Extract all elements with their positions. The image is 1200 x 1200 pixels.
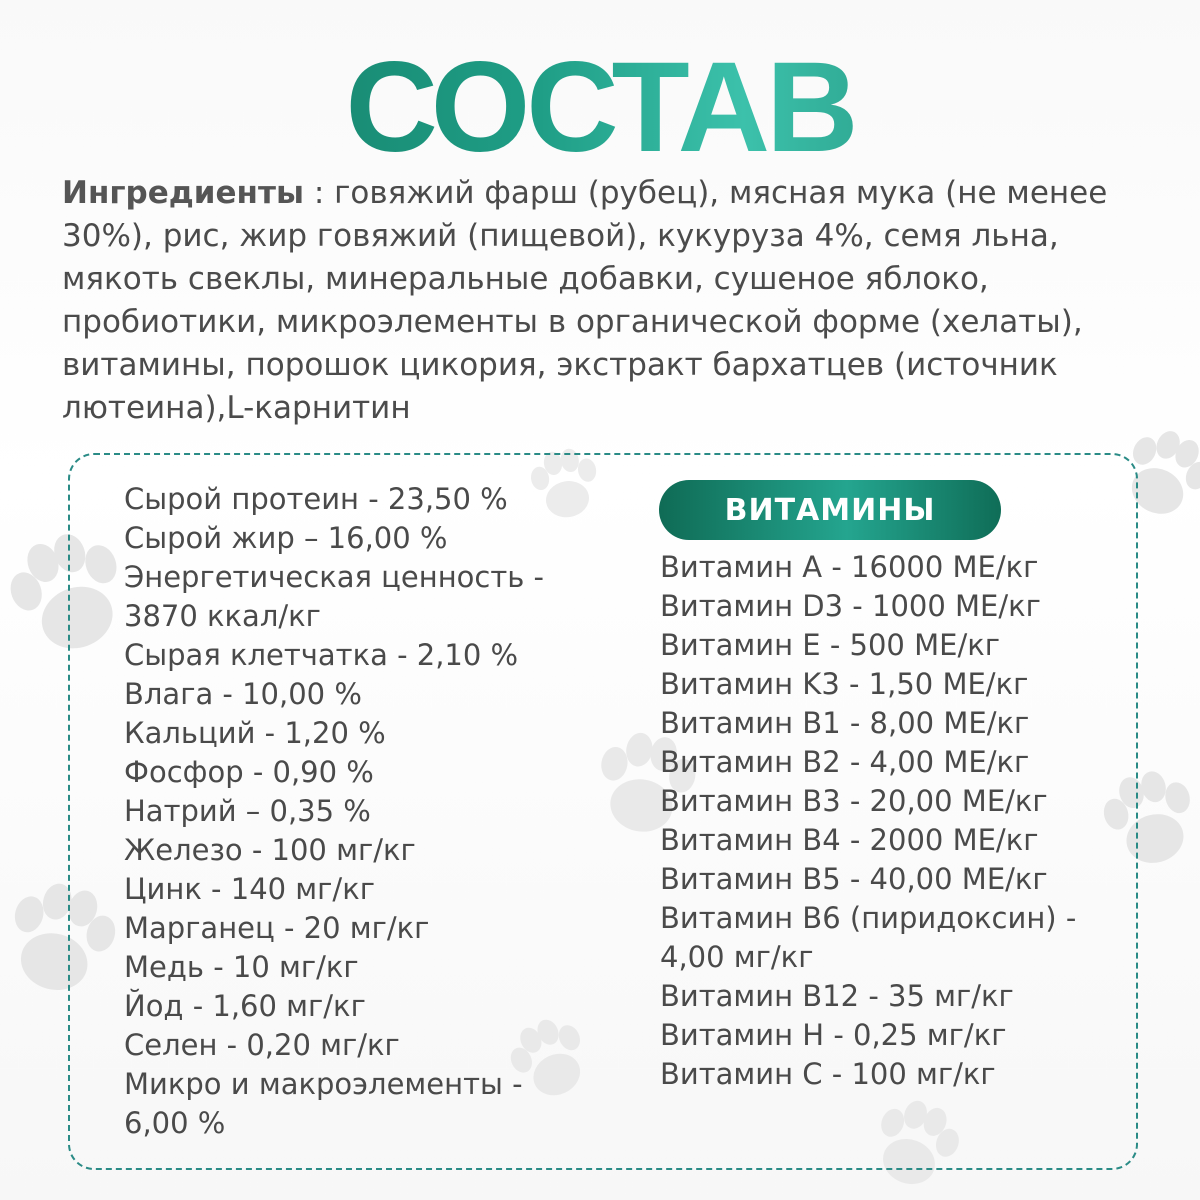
- vitamin-item: Витамин B12 - 35 мг/кг: [660, 979, 1014, 1013]
- vitamin-item: Витамин B6 (пиридоксин) - 4,00 мг/кг: [660, 901, 1077, 974]
- nutrient-item: Железо - 100 мг/кг: [124, 833, 416, 867]
- nutrient-item: Селен - 0,20 мг/кг: [124, 1028, 400, 1062]
- nutrient-item: Цинк - 140 мг/кг: [124, 872, 375, 906]
- nutrient-item: Кальций - 1,20 %: [124, 716, 386, 750]
- vitamin-item: Витамин B4 - 2000 МЕ/кг: [660, 823, 1039, 857]
- ingredients-text: : говяжий фарш (рубец), мясная мука (не менее 30%), рис, жир говяжий (пищевой), кукуруза 4%, семя льна, мякоть свеклы, минеральные добавки, сушеное яблоко, пробиотики, микроэлементы в органической форме (хелаты), витамины, порошок цикория, экстракт бархатцев (источник лютеина),L-карнитин: [62, 175, 1108, 426]
- vitamin-item: Витамин B2 - 4,00 МЕ/кг: [660, 745, 1030, 779]
- vitamin-item: Витамин B3 - 20,00 МЕ/кг: [660, 784, 1048, 818]
- nutrient-item: Сырая клетчатка - 2,10 %: [124, 638, 519, 672]
- nutrient-item: Микро и макроэлементы - 6,00 %: [124, 1067, 523, 1140]
- vitamin-item: Витамин B5 - 40,00 МЕ/кг: [660, 862, 1048, 896]
- ingredients-label: Ингредиенты: [62, 175, 304, 211]
- page-title: СОСТАВ: [0, 44, 1200, 172]
- vitamin-item: Витамин K3 - 1,50 МЕ/кг: [660, 667, 1029, 701]
- nutrient-item: Влага - 10,00 %: [124, 677, 362, 711]
- vitamin-item: Витамин C - 100 мг/кг: [660, 1057, 996, 1091]
- vitamins-badge: ВИТАМИНЫ: [659, 480, 1001, 540]
- vitamin-item: Витамин D3 - 1000 МЕ/кг: [660, 589, 1041, 623]
- vitamin-item: Витамин B1 - 8,00 МЕ/кг: [660, 706, 1030, 740]
- nutrient-item: Энергетическая ценность - 3870 ккал/кг: [124, 560, 545, 633]
- vitamin-item: Витамин A - 16000 МЕ/кг: [660, 550, 1039, 584]
- nutrient-item: Марганец - 20 мг/кг: [124, 911, 430, 945]
- nutrient-item: Йод - 1,60 мг/кг: [124, 989, 366, 1023]
- vitamin-list: [660, 548, 1100, 1094]
- nutrient-item: Сырой протеин - 23,50 %: [124, 482, 508, 516]
- nutrient-item: Натрий – 0,35 %: [124, 794, 371, 828]
- nutrient-item: Сырой жир – 16,00 %: [124, 521, 448, 555]
- vitamin-item: Витамин E - 500 МЕ/кг: [660, 628, 1000, 662]
- nutrient-item: Фосфор - 0,90 %: [124, 755, 374, 789]
- vitamin-item: Витамин H - 0,25 мг/кг: [660, 1018, 1007, 1052]
- ingredients-paragraph: [62, 172, 1142, 430]
- nutrient-item: Медь - 10 мг/кг: [124, 950, 359, 984]
- nutrient-list: [124, 480, 594, 1143]
